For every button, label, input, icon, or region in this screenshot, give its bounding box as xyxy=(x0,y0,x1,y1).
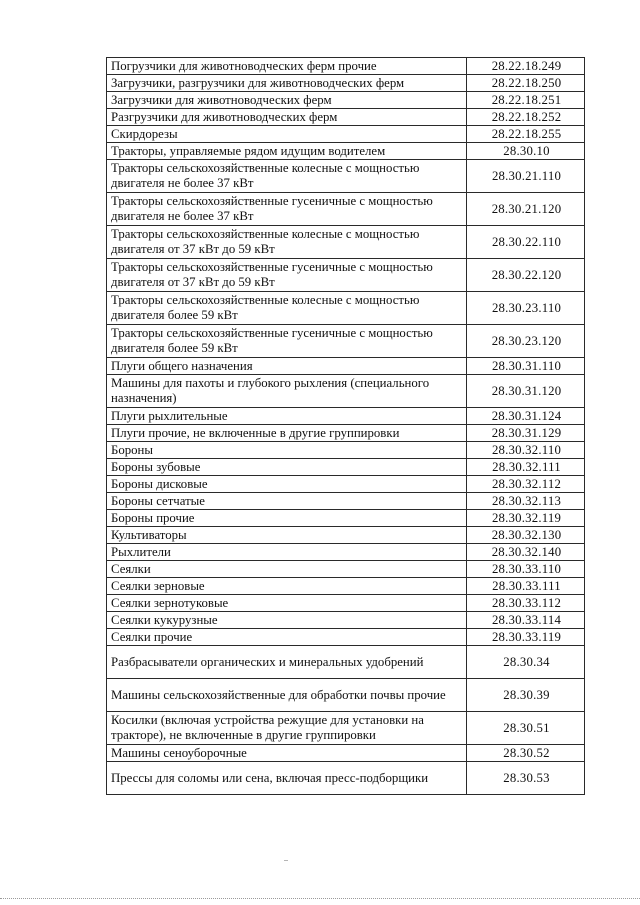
product-code-cell: 28.22.18.255 xyxy=(467,126,585,143)
table-row xyxy=(107,226,585,259)
product-code-cell: 28.30.33.119 xyxy=(467,629,585,646)
product-code-cell: 28.30.33.111 xyxy=(467,578,585,595)
table-row xyxy=(107,193,585,226)
product-name-cell: Сеялки xyxy=(107,561,467,578)
product-code-cell: 28.30.31.120 xyxy=(467,375,585,408)
table-row xyxy=(107,109,585,126)
product-code-cell: 28.30.52 xyxy=(467,745,585,762)
table-row xyxy=(107,143,585,160)
product-code-cell: 28.22.18.252 xyxy=(467,109,585,126)
product-code-cell: 28.30.33.114 xyxy=(467,612,585,629)
table-row xyxy=(107,160,585,193)
table-row xyxy=(107,578,585,595)
table-row xyxy=(107,58,585,75)
table-row xyxy=(107,679,585,712)
product-name-cell: Косилки (включая устройства режущие для установки на тракторе), не включенные в другие группировки xyxy=(107,712,467,745)
table-row xyxy=(107,544,585,561)
product-code-cell: 28.30.21.110 xyxy=(467,160,585,193)
product-name-cell: Разбрасыватели органических и минеральных удобрений xyxy=(107,646,467,679)
table-row xyxy=(107,629,585,646)
product-code-cell: 28.30.32.119 xyxy=(467,510,585,527)
table-row xyxy=(107,762,585,795)
product-name-cell: Машины для пахоты и глубокого рыхления (специального назначения) xyxy=(107,375,467,408)
scan-edge-line xyxy=(0,898,640,900)
product-name-cell: Бороны xyxy=(107,442,467,459)
product-name-cell: Разгрузчики для животноводческих ферм xyxy=(107,109,467,126)
product-name-cell: Сеялки зернотуковые xyxy=(107,595,467,612)
table-row xyxy=(107,358,585,375)
product-name-cell: Машины сельскохозяйственные для обработки почвы прочие xyxy=(107,679,467,712)
product-name-cell: Тракторы сельскохозяйственные колесные с мощностью двигателя не более 37 кВт xyxy=(107,160,467,193)
table-row xyxy=(107,425,585,442)
product-name-cell: Тракторы сельскохозяйственные гусеничные с мощностью двигателя более 59 кВт xyxy=(107,325,467,358)
table-row xyxy=(107,442,585,459)
table-row xyxy=(107,712,585,745)
scan-artifact xyxy=(284,860,288,861)
product-name-cell: Загрузчики, разгрузчики для животноводческих ферм xyxy=(107,75,467,92)
product-name-cell: Сеялки зерновые xyxy=(107,578,467,595)
product-code-cell: 28.30.10 xyxy=(467,143,585,160)
table-row xyxy=(107,493,585,510)
product-code-cell: 28.30.31.124 xyxy=(467,408,585,425)
product-code-table-body xyxy=(107,58,585,795)
product-code-cell: 28.30.32.111 xyxy=(467,459,585,476)
product-name-cell: Погрузчики для животноводческих ферм прочие xyxy=(107,58,467,75)
product-code-cell: 28.30.31.110 xyxy=(467,358,585,375)
product-code-cell: 28.30.32.113 xyxy=(467,493,585,510)
product-name-cell: Плуги общего назначения xyxy=(107,358,467,375)
product-code-table xyxy=(106,57,585,795)
product-name-cell: Сеялки кукурузные xyxy=(107,612,467,629)
table-row xyxy=(107,375,585,408)
product-name-cell: Рыхлители xyxy=(107,544,467,561)
product-name-cell: Скирдорезы xyxy=(107,126,467,143)
product-code-cell: 28.30.31.129 xyxy=(467,425,585,442)
table-row xyxy=(107,561,585,578)
table-row xyxy=(107,459,585,476)
product-code-cell: 28.30.33.112 xyxy=(467,595,585,612)
product-code-cell: 28.30.53 xyxy=(467,762,585,795)
product-code-cell: 28.30.39 xyxy=(467,679,585,712)
product-name-cell: Тракторы сельскохозяйственные колесные с мощностью двигателя более 59 кВт xyxy=(107,292,467,325)
table-row xyxy=(107,92,585,109)
table-row xyxy=(107,126,585,143)
product-name-cell: Культиваторы xyxy=(107,527,467,544)
table-row xyxy=(107,595,585,612)
table-row xyxy=(107,527,585,544)
product-name-cell: Тракторы сельскохозяйственные колесные с мощностью двигателя от 37 кВт до 59 кВт xyxy=(107,226,467,259)
product-code-cell: 28.30.23.120 xyxy=(467,325,585,358)
table-row xyxy=(107,612,585,629)
table-row xyxy=(107,476,585,493)
product-name-cell: Бороны дисковые xyxy=(107,476,467,493)
product-name-cell: Плуги прочие, не включенные в другие группировки xyxy=(107,425,467,442)
product-name-cell: Бороны зубовые xyxy=(107,459,467,476)
table-row xyxy=(107,510,585,527)
product-name-cell: Тракторы сельскохозяйственные гусеничные с мощностью двигателя от 37 кВт до 59 кВт xyxy=(107,259,467,292)
product-code-cell: 28.30.21.120 xyxy=(467,193,585,226)
product-code-cell: 28.30.22.110 xyxy=(467,226,585,259)
product-code-cell: 28.30.32.112 xyxy=(467,476,585,493)
product-code-cell: 28.30.32.130 xyxy=(467,527,585,544)
product-name-cell: Бороны прочие xyxy=(107,510,467,527)
table-row xyxy=(107,408,585,425)
product-name-cell: Плуги рыхлительные xyxy=(107,408,467,425)
product-code-cell: 28.30.22.120 xyxy=(467,259,585,292)
product-code-cell: 28.22.18.250 xyxy=(467,75,585,92)
product-code-cell: 28.22.18.249 xyxy=(467,58,585,75)
product-code-cell: 28.30.33.110 xyxy=(467,561,585,578)
product-code-cell: 28.22.18.251 xyxy=(467,92,585,109)
product-name-cell: Тракторы, управляемые рядом идущим водителем xyxy=(107,143,467,160)
product-name-cell: Прессы для соломы или сена, включая пресс-подборщики xyxy=(107,762,467,795)
product-code-cell: 28.30.34 xyxy=(467,646,585,679)
table-row xyxy=(107,292,585,325)
product-code-cell: 28.30.32.110 xyxy=(467,442,585,459)
product-name-cell: Бороны сетчатые xyxy=(107,493,467,510)
product-code-cell: 28.30.32.140 xyxy=(467,544,585,561)
product-name-cell: Сеялки прочие xyxy=(107,629,467,646)
table-row xyxy=(107,646,585,679)
table-row xyxy=(107,745,585,762)
table-row xyxy=(107,259,585,292)
product-name-cell: Тракторы сельскохозяйственные гусеничные с мощностью двигателя не более 37 кВт xyxy=(107,193,467,226)
product-name-cell: Загрузчики для животноводческих ферм xyxy=(107,92,467,109)
product-code-cell: 28.30.23.110 xyxy=(467,292,585,325)
product-code-cell: 28.30.51 xyxy=(467,712,585,745)
product-name-cell: Машины сеноуборочные xyxy=(107,745,467,762)
table-row xyxy=(107,75,585,92)
table-row xyxy=(107,325,585,358)
